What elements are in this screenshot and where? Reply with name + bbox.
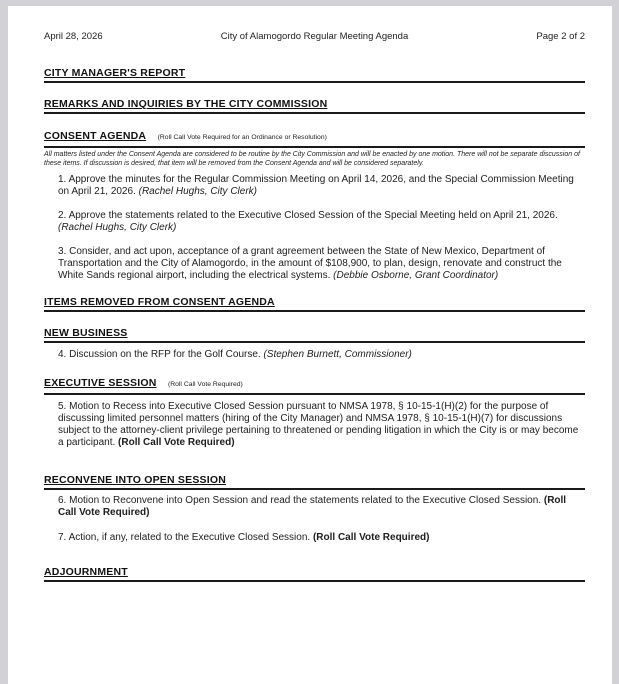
item-attribution: (Rachel Hughs, City Clerk) — [58, 222, 177, 233]
section-title: CONSENT AGENDA — [44, 130, 147, 142]
section-note: (Roll Call Vote Required for an Ordinance or Resolution) — [157, 134, 327, 141]
header-title: City of Alamogordo Regular Meeting Agenda — [220, 31, 409, 42]
header-date: April 28, 2026 — [44, 31, 103, 42]
agenda-item-1 — [44, 174, 585, 198]
section-heading-executive-session — [44, 376, 585, 395]
section-title: EXECUTIVE SESSION — [44, 377, 157, 389]
section-title: ITEMS REMOVED FROM CONSENT AGENDA — [44, 296, 275, 308]
item-text: 2. Approve the statements related to the Executive Closed Session of the Special Meeting held on April 21, 2026. — [58, 210, 558, 221]
item-text: 6. Motion to Reconvene into Open Session and read the statements related to the Executive Closed Session. — [58, 495, 544, 506]
item-roll-call-note: (Roll Call Vote Required) — [58, 495, 567, 518]
section-title: NEW BUSINESS — [44, 327, 128, 339]
item-attribution: (Rachel Hughs, City Clerk) — [138, 186, 257, 197]
agenda-item-6 — [44, 495, 585, 519]
page-header — [44, 31, 585, 42]
item-attribution: (Debbie Osborne, Grant Coordinator) — [333, 270, 499, 281]
item-attribution: (Stephen Burnett, Commissioner) — [263, 349, 412, 360]
section-heading-remarks — [44, 97, 585, 114]
agenda-item-7 — [44, 532, 585, 544]
item-text: 4. Discussion on the RFP for the Golf Course. — [58, 349, 264, 360]
section-title: REMARKS AND INQUIRIES BY THE CITY COMMISSION — [44, 98, 328, 110]
section-title: CITY MANAGER'S REPORT — [44, 67, 186, 79]
item-text: 5. Motion to Recess into Executive Closed Session pursuant to NMSA 1978, § 10-15-1(H)(2) for the purpose of discussing limited personnel matters (hiring of the City Manager) and NMSA 1978, § 10-15-1(H)(7) for discussions subject to the attorney-client privilege pertaining to threatened or pending litigation in which the City is or may become a participant. — [58, 401, 579, 448]
section-heading-adjournment — [44, 565, 585, 582]
section-heading-items-removed — [44, 295, 585, 312]
header-page-number: Page 2 of 2 — [536, 31, 586, 42]
section-title: ADJOURNMENT — [44, 566, 128, 578]
section-heading-city-managers-report — [44, 66, 585, 83]
section-heading-new-business — [44, 326, 585, 343]
agenda-item-2 — [44, 210, 585, 234]
section-title: RECONVENE INTO OPEN SESSION — [44, 474, 226, 486]
section-note: (Roll Call Vote Required) — [167, 381, 243, 388]
item-roll-call-note: (Roll Call Vote Required) — [118, 437, 235, 448]
item-text: 1. Approve the minutes for the Regular Commission Meeting on April 14, 2026, and the Special Commission Meeting on April 21, 2026. — [58, 174, 574, 197]
section-heading-consent-agenda — [44, 129, 585, 148]
consent-agenda-disclaimer: All matters listed under the Consent Agenda are considered to be routine by the City Commission and will be enacted by one motion. There will not be separate discussion of these items. If discussion is desired, that item will be removed from the Consent Agenda and will be considered separately. — [44, 151, 580, 167]
item-text: 7. Action, if any, related to the Executive Closed Session. — [58, 532, 313, 543]
document-page — [8, 6, 612, 684]
agenda-item-5 — [44, 401, 585, 449]
item-text: 3. Consider, and act upon, acceptance of a grant agreement between the State of New Mexico, Department of Transportation and the City of Alamogordo, in the amount of $108,900, to plan, design, renovate and construct the White Sands regional airport, including the electrical systems. — [58, 246, 562, 281]
agenda-item-3 — [44, 246, 585, 282]
section-heading-reconvene — [44, 473, 585, 490]
item-roll-call-note: (Roll Call Vote Required) — [312, 532, 430, 543]
agenda-item-4 — [44, 349, 585, 361]
